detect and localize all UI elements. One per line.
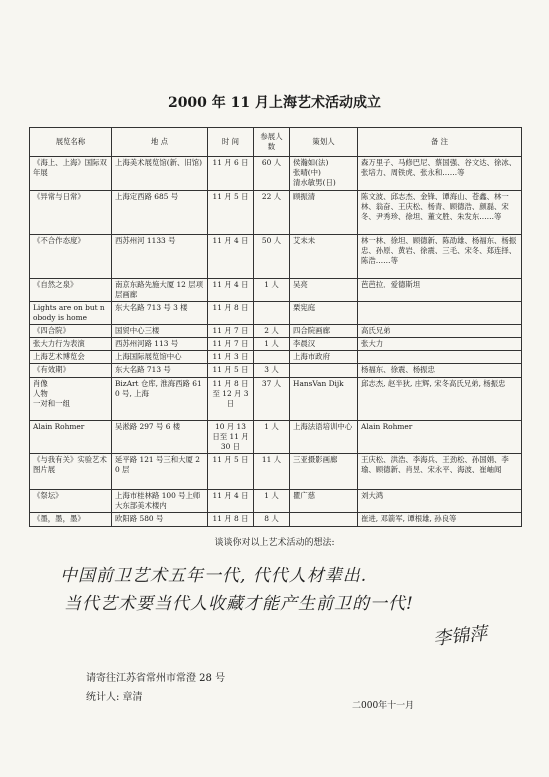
cell-curator: 上海法语培训中心 bbox=[290, 421, 358, 454]
cell-curator: 四合院画廊 bbox=[290, 325, 358, 338]
document-date: 二000年十一月 bbox=[352, 701, 415, 711]
cell-location: 东大名路 713 号 3 楼 bbox=[112, 302, 208, 325]
table-row bbox=[30, 157, 522, 191]
cell-location: 欧阳路 580 号 bbox=[112, 513, 208, 527]
cell-time: 11 月 3 日 bbox=[208, 351, 254, 364]
cell-notes bbox=[358, 302, 522, 325]
cell-count: 37 人 bbox=[254, 378, 290, 421]
cell-curator bbox=[290, 364, 358, 378]
table-row bbox=[30, 191, 522, 235]
table-header-row bbox=[30, 128, 522, 157]
cell-notes: 崔进, 邓箭军, 谭根雄, 孙良等 bbox=[358, 513, 522, 527]
activity-table bbox=[29, 127, 522, 527]
statistician: 统计人: 章清 bbox=[86, 692, 143, 703]
cell-name: 《自然之泉》 bbox=[30, 279, 112, 302]
cell-time: 11 月 8 日 bbox=[208, 302, 254, 325]
cell-curator: 艾未未 bbox=[290, 235, 358, 279]
cell-location: 上海市桂林路 100 号上师大东部美术楼内 bbox=[112, 490, 208, 513]
cell-curator: 吴亮 bbox=[290, 279, 358, 302]
cell-time: 10 月 13 日至 11 月 30 日 bbox=[208, 421, 254, 454]
table-row bbox=[30, 351, 522, 364]
cell-count: 2 人 bbox=[254, 325, 290, 338]
cell-notes: Alain Rohmer bbox=[358, 421, 522, 454]
header-notes: 备 注 bbox=[358, 128, 522, 157]
cell-notes: 张大力 bbox=[358, 338, 522, 351]
header-curator: 策划人 bbox=[290, 128, 358, 157]
cell-location: 上海美术展览馆(新、旧馆) bbox=[112, 157, 208, 191]
table-row bbox=[30, 364, 522, 378]
cell-time: 11 月 8 日 bbox=[208, 513, 254, 527]
cell-location: BizArt 仓库, 淮海西路 610 号, 上海 bbox=[112, 378, 208, 421]
table-row bbox=[30, 490, 522, 513]
cell-curator: 上海市政府 bbox=[290, 351, 358, 364]
table-row bbox=[30, 421, 522, 454]
cell-curator: 侯瀚如(法) 张晴(中) 清水敏男(日) bbox=[290, 157, 358, 191]
cell-name: 肖像 人物 一对和一组 bbox=[30, 378, 112, 421]
cell-location: 东大名路 713 号 bbox=[112, 364, 208, 378]
cell-curator: 瞿广慈 bbox=[290, 490, 358, 513]
cell-time: 11 月 6 日 bbox=[208, 157, 254, 191]
header-location: 地 点 bbox=[112, 128, 208, 157]
cell-name: 《海上、上海》国际双年展 bbox=[30, 157, 112, 191]
note-prompt: 谈谈你对以上艺术活动的想法: bbox=[214, 538, 335, 548]
cell-time: 11 月 7 日 bbox=[208, 325, 254, 338]
cell-count: 1 人 bbox=[254, 338, 290, 351]
handwriting-line-1: 中国前卫艺术五年一代, 代代人材辈出. bbox=[60, 566, 368, 586]
cell-notes: 高氏兄弟 bbox=[358, 325, 522, 338]
document-title: 2000 年 11 月上海艺术活动成立 bbox=[167, 95, 382, 111]
cell-name: Lights are on but nobody is home bbox=[30, 302, 112, 325]
cell-curator bbox=[290, 513, 358, 527]
table-row bbox=[30, 338, 522, 351]
cell-curator: HansVan Dijk bbox=[290, 378, 358, 421]
header-time: 时 间 bbox=[208, 128, 254, 157]
cell-count: 11 人 bbox=[254, 454, 290, 490]
cell-time: 11 月 4 日 bbox=[208, 490, 254, 513]
cell-curator: 栗宪庭 bbox=[290, 302, 358, 325]
table-row bbox=[30, 235, 522, 279]
cell-name: 《与我有关》实验艺术图片展 bbox=[30, 454, 112, 490]
cell-count: 50 人 bbox=[254, 235, 290, 279]
cell-time: 11 月 7 日 bbox=[208, 338, 254, 351]
cell-location: 西苏州河路 113 号 bbox=[112, 338, 208, 351]
cell-time: 11 月 5 日 bbox=[208, 454, 254, 490]
cell-curator: 三亚摄影画廊 bbox=[290, 454, 358, 490]
cell-name: 《祭坛》 bbox=[30, 490, 112, 513]
header-count: 参展人数 bbox=[254, 128, 290, 157]
cell-notes: 王庆松、洪浩、李海兵、王劲松、孙国娟、李瑜、顾德新、肖昱、宋永平、海波、崔岫闻 bbox=[358, 454, 522, 490]
cell-time: 11 月 4 日 bbox=[208, 235, 254, 279]
cell-name: 《异常与日常》 bbox=[30, 191, 112, 235]
signature: 李锦萍 bbox=[432, 623, 489, 650]
cell-name: 《四合院》 bbox=[30, 325, 112, 338]
cell-location: 西苏州河 1133 号 bbox=[112, 235, 208, 279]
cell-time: 11 月 5 日 bbox=[208, 364, 254, 378]
cell-location: 上海定西路 685 号 bbox=[112, 191, 208, 235]
cell-notes: 杨福东、徐震、杨振忠 bbox=[358, 364, 522, 378]
cell-location: 上海国际展览馆中心 bbox=[112, 351, 208, 364]
cell-name: 《有效期》 bbox=[30, 364, 112, 378]
cell-name: Alain Rohmer bbox=[30, 421, 112, 454]
cell-location: 吴淞路 297 号 6 楼 bbox=[112, 421, 208, 454]
cell-count: 1 人 bbox=[254, 279, 290, 302]
cell-notes: 芭芭拉．爱德斯坦 bbox=[358, 279, 522, 302]
cell-notes bbox=[358, 351, 522, 364]
handwritten-comment bbox=[60, 562, 520, 618]
cell-curator: 李晨汉 bbox=[290, 338, 358, 351]
cell-time: 11 月 4 日 bbox=[208, 279, 254, 302]
table-row bbox=[30, 325, 522, 338]
cell-notes: 邱志杰, 赵半狄, 庄辉, 宋冬高氏兄弟, 杨振忠 bbox=[358, 378, 522, 421]
cell-curator: 顾振清 bbox=[290, 191, 358, 235]
cell-name: 《墨，墨，墨》 bbox=[30, 513, 112, 527]
table-row bbox=[30, 279, 522, 302]
cell-count: 1 人 bbox=[254, 421, 290, 454]
cell-time: 11 月 5 日 bbox=[208, 191, 254, 235]
header-name: 展览名称 bbox=[30, 128, 112, 157]
handwriting-line-2: 当代艺术要当代人收藏才能产生前卫的一代! bbox=[64, 594, 414, 614]
cell-notes: 刘大鸿 bbox=[358, 490, 522, 513]
cell-notes: 林一林、徐坦、顾德新、陈劭雄、杨福东、杨振忠、孙原、黄岩、徐震、三毛、宋冬、郑连择、陈浩……等 bbox=[358, 235, 522, 279]
cell-count: 1 人 bbox=[254, 490, 290, 513]
cell-location: 国贸中心三楼 bbox=[112, 325, 208, 338]
cell-notes: 森万里子、马修巴尼、蔡国强、谷文达、徐冰、张培力、周铁虎、张永和……等 bbox=[358, 157, 522, 191]
cell-count: 60 人 bbox=[254, 157, 290, 191]
table-row bbox=[30, 302, 522, 325]
cell-name: 上海艺术博览会 bbox=[30, 351, 112, 364]
cell-count bbox=[254, 302, 290, 325]
cell-count: 22 人 bbox=[254, 191, 290, 235]
cell-count: 8 人 bbox=[254, 513, 290, 527]
cell-notes: 陈文波、邱志杰、金锋、谭海山、苍鑫、林一林、翁奋、王庆松、杨青、顾德浩、颜磊、宋冬、尹秀珍、徐坦、董文胜、朱发东……等 bbox=[358, 191, 522, 235]
cell-name: 《不合作态度》 bbox=[30, 235, 112, 279]
cell-name: 张大力行为表演 bbox=[30, 338, 112, 351]
cell-location: 延平路 121 号三和大厦 20 层 bbox=[112, 454, 208, 490]
table-row bbox=[30, 378, 522, 421]
cell-count bbox=[254, 351, 290, 364]
cell-time: 11 月 8 日至 12 月 3 日 bbox=[208, 378, 254, 421]
mailing-address: 请寄往江苏省常州市常澄 28 号 bbox=[86, 673, 226, 684]
cell-count: 3 人 bbox=[254, 364, 290, 378]
table-row bbox=[30, 513, 522, 527]
cell-location: 南京东路先施大厦 12 层项层画廊 bbox=[112, 279, 208, 302]
table-row bbox=[30, 454, 522, 490]
